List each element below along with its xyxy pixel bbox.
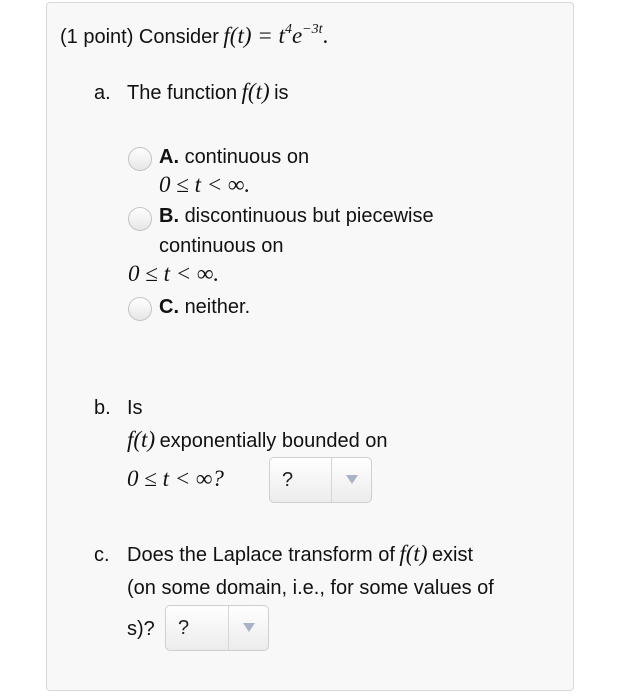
part-b-select[interactable] xyxy=(269,457,372,503)
option-b-math: 0 ≤ t < ∞. xyxy=(128,261,220,286)
function-definition: $f(t) = t^4e^{-3t}$. xyxy=(223,22,329,48)
option-c-label: C. neither. xyxy=(159,296,251,318)
part-a-prompt: The function f(t) is xyxy=(127,79,289,104)
points-label: (1 point) Consider xyxy=(60,26,219,48)
part-c-line1: Does the Laplace transform of f(t) exist xyxy=(127,541,474,566)
option-c-radio[interactable] xyxy=(128,297,152,321)
option-b-label: B. discontinuous but piecewise xyxy=(159,205,434,227)
part-b-letter: b. xyxy=(94,397,111,419)
part-c-letter: c. xyxy=(94,544,110,566)
part-a-letter: a. xyxy=(94,82,111,104)
chevron-down-icon xyxy=(243,623,255,632)
part-b-select-arrow-box[interactable] xyxy=(331,458,371,502)
part-c-line2: (on some domain, i.e., for some values of xyxy=(127,577,494,599)
part-c-select-value: ? xyxy=(178,617,190,639)
option-a-radio[interactable] xyxy=(128,147,152,171)
part-c-select[interactable] xyxy=(165,605,269,651)
problem-statement xyxy=(60,23,328,49)
option-a-math: 0 ≤ t < ∞. xyxy=(159,172,251,197)
part-b-line3: 0 ≤ t < ∞? xyxy=(127,466,224,491)
part-b-line1: Is xyxy=(127,397,143,419)
option-b-radio[interactable] xyxy=(128,207,152,231)
part-c-line3: s)? xyxy=(127,618,155,640)
part-b-select-value: ? xyxy=(282,469,294,491)
option-b-label-line2: continuous on xyxy=(159,235,284,257)
chevron-down-icon xyxy=(346,475,358,484)
option-a-label: A. continuous on xyxy=(159,146,310,168)
part-c-select-arrow-box[interactable] xyxy=(228,606,268,650)
part-b-line2: f(t) exponentially bounded on xyxy=(127,427,388,452)
